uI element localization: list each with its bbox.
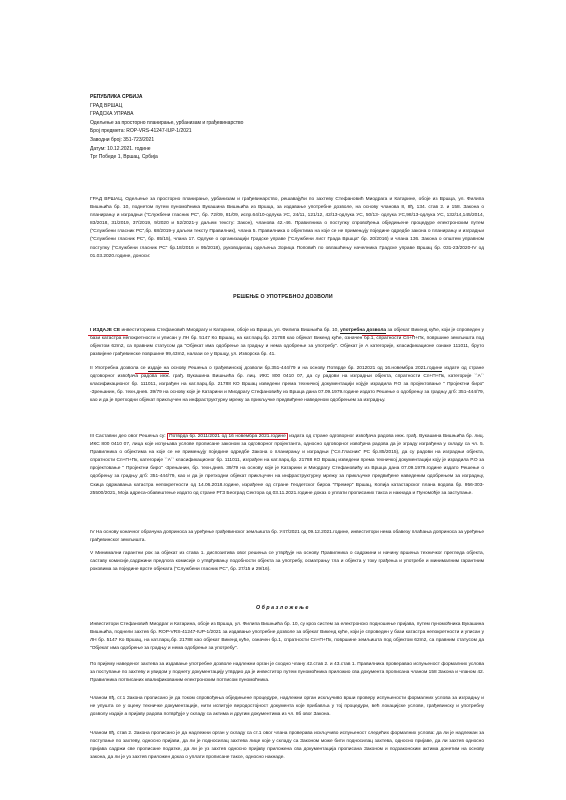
reasoning-paragraph-2: По пријему наведеног захтева за издавање употребне дозволе надлежни орган је сходно члану 42.став 2. и 43.став 1. Правилника проверавао испуњеност формалних услова за поступање по захтеву и увидом у поднету документацију утврдио да је инвеститор путем пуномоћника приложио сва документа прописана чланом 158 Закона и чланом 42. Правилника потписаних квалификованим електронским потписом пуномоћника. [90,662,484,684]
section-3-text-a: III Саставни део овог Решења су: [90,434,168,439]
header-date: Датум: 10.12.2021. године [90,145,151,152]
section-3 [90,433,484,498]
section-1-text-a: инвеститорима Стефановић Миодрагу и Катарини, обоје из Вршца, ул. Филипа Вишњића бр. 10, [120,328,341,333]
section-1 [90,327,484,359]
red-underline-basis [135,373,169,374]
reasoning-paragraph-4: Чланом 8ђ, став 2. Закона прописано је да надлежни орган у складу са ст.1 овог члана проверава искључиво испуњеност следећих формалних услова: да ли је надлежан за поступање по захтеву, односно пријави, да ли је подносилац захтева лице које у складу са Законом може бити подносилац захтева, односно пријаве, да ли захтев односно пријава садржи све прописане податке, да ли је уз захтев односно пријаву приложена сва документација прописана Законом и подзаконским актима донетим на основу закона, да ли је уз захтев приложен доказ о уплати прописане таксе, односно накнаде. [90,731,484,761]
section-2-text-b: основу Решења о грађевинској дозволи бр.351-444/79 и на основу [168,366,328,371]
header-registry-number: Заводни број: 351-723/2021 [90,136,155,143]
section-1-heading: I ИЗДАЈЕ СЕ [90,328,121,333]
header-administration: ГРАДСКА УПРАВА [90,111,134,118]
reasoning-title: Образложење [255,605,311,611]
header-case-number: Број предмета: ROP-VRS-41247-IUP-1/2021 [90,128,192,135]
intro-paragraph: ГРАД ВРШАЦ, Одељење за просторно планирање, урбанизам и грађевинарство, решавајући по захтеву Стефановић Миодрага и Катарине, обоје из Вршца, ул. Филипа Вишњића бр. 10, поднетом путем пуномоћника Вукашина Вишњића из Вршца, за издавање употребне дозволе, на основу чланова 8, 8ђ, 134. став 2. и 158. Закона о планирању и изградњи ("Службени гласник РС", бр. 72/09, 81/09, испр.64/10-одлука УС, 24/11, 121/12, 42/13-одлука УС, 50/13- одлука УС,98/13-одлука УС, 132/14,145/2014, 83/2018, 31/2019, 37/2019, 9/2020 и 52/2021-у даљем тексту: Закон), чланова 42.-46. Правилника о поступку спровођења обједињене процедуре електронским путем ("Службени гласник РС",бр. 68/2019-у даљем тексту Правилник), члана 5. Правилника о објектима на које се не примењују поједине одредбе закона о планирању и изградњи ("Службени гласник РС", бр. 85/15), члана 17. Одлуке о организацији Градске управе ("Службени лист Града Вршца" бр. 20/2016) и члана 136. Закона о општем управном поступку ("Службени гласник РС" бр.18/2016 и 95/2018), руководилац одељења Зорица Поповић по овлашћењу начелника Градске управе Вршац бр. 031-23/2020-IV од 01.03.2020.године, доноси: [90,197,484,259]
reasoning-paragraph-3: Чланом 8ђ, ст.1 Закона прописано је да током спровођења обједињене процедуре, надлежни орган искључиво врши проверу испуњености формалних услова за изградњу и не упушта се у оцену техничке документације, нити испитује веродостојност документа које прибавља у тој процедури, већ локацијске услове, грађевинску и употребну дозволу издаје а пријаву радова потврђује у складу са актима и другим документима из чл. 8б овог Закона. [90,696,484,718]
red-underline-issue [88,335,128,336]
section-2 [90,365,484,405]
reasoning-paragraph-1: Инвеститори Стефановић Миодраг и Катарина, обоје из Вршца, ул. Филипа Вишњића бр. 10, су кроз систем за електронско подношење пријава, путем пуномоћника Вукашина Вишњића, поднели захтев бр. ROP-VRS-41247-IUP-1/2021 за издавање употребне дозволе за објекат Викенд куће, који је спроведен у бази катастра непокретности и уписан у ЛН бр. 5147 Ко Вршац, на кат.парц.бр. 21788 као објекат Викенд куће, означен бр.1, спратности Сп+П+Пк, површине земљишта под објектом 62m2, са правним статусом да "Објекат има одобрење за градњу и нема одобрење за употребу". [90,622,484,652]
section-3-boxed-confirmation: Потврда бр. 2011/2021 од 16 новембра 2021.године [169,434,286,439]
decision-title: РЕШЕЊЕ О УПОТРЕБНОЈ ДОЗВОЛИ [233,294,333,300]
section-2-text-c: издате од стране одговорног извођача радова инж. грађ. Вукашина Вишњића бр. лиц. ИКС 800 0410 07, да су радови на изградњи објекта, спратности Сп+П+Пк, категорије ``А`` класификационог бр. 111011, изграђен на кат.парц.бр. 21788 КО Вршац изведени према техничкој документацији којује израдила Р.О за пројектовање " Пројектни биро" -Зрењанин, бр. техн.днев. 39/79 на основу које је Катарини и Миодрагу Стефановићу из Вршца дана 07.09.1979.године издато Решење о одобрењу за градњу дгб: 351-444/79, као и да је претходни објекат прикључен на инфраструктурну мрежу за прикључке предвиђене наведеном одобрењем за изградњу. [90,366,484,404]
section-5: V Минимални гарантни рок за објекат из става 1. диспозитива овог решења се утврђује на основу Правилника о садржини и начину вршења техничког прегледа објекта, саставу комисије,садржини предлога комисије о утврђивању подобности објекта за употребу, осматрању тла и објекта у току грађења и употребе и минималним гарантним роковима за поједине врсте објеката ("Службени гласник РС", бр. 27/15 и 29/16). [90,551,484,573]
header-department: Одељење за просторно планирање, урбанизам и грађевинарство [90,119,244,126]
header-city: ГРАД ВРШАЦ [90,102,123,109]
section-4: IV На основу коначног обрачуна доприноса за уређење грађевинског земљишта бр. У47/2021 од 09.12.2021.године, инвеститори нема обавезу плаћања доприноса за уређење грађевинског земљишта. [90,530,484,544]
document-header [90,93,390,162]
header-address: Трг Победе 1, Вршац, Србија [90,154,158,161]
section-3-text-b: издата од стране одговорног извођача радова инж. грађ. Вукашина Вишњића бр. лиц. ИКС 800 0410 07, лица које испуњава услове прописане законом за одговорног пројектанта, односно одговорног извођача радова да је зграду изграђена у складу са чл. 5. Правилника о објектима на које се не примењују поједине одредбе Закона о планирању и изградњи ("Сл.Гласник" РС бр.85/2015), да су радови на изградњи објекта, спратности Сп+П+Пк, категорије ``А`` класификационог бр. 111011, изграђен на кат.парц.бр. 21788 КО Вршац изведени према техничкој документацији коју је израдила Р.О за пројектовање " Пројектни биро" -Зрењанин, бр. техн.днев. 39/79 на основу које је Катарини и Миодрагу Стефановићу из Вршца дана 07.09.1979.године издато Решење о одобрењу за градњу дгб: 351-444/79, као и да је претходни објекат прикључен на инфраструктурну мрежу за прикључке предвиђене наведеним одобрењем за изградњу, Скица одржавања катастра непокретности од 14.06.2018.године, израђене од стране Геодетског бироа "Премер" Вршац, Копија катастарског плана водова бр. 956-303-25500/2021, Моја адреса-обавештење издато од стране РГЗ Београд Сектора од 03.11.2021.године доказ о уплати прописаних такса и накнада и Пуномоћје за заступање. [90,434,484,496]
header-republic: РЕПУБЛИКА СРБИЈА [90,94,143,100]
section-2-underline-2: Потврде бр. 2012021 од 16.новембра 2021.године [327,366,443,371]
section-1-highlight: употребна дозвола [340,328,387,333]
section-2-text-a: II Употребна дозвола се [90,366,148,371]
section-1-text-b: за објекат Викенд куће, који је спроведен у бази катастра непокретности и уписан у ЛН бр. 5147 Ко Вршац, на кат.парц.бр. 21788 као објекат Викенд куће, означен бр.1, спратности Сп+П+Пк, површине земљишта под објектом 62m2, са правним статусом да "Објекат има одобрење за градњу и нема одобрење за употребу". Објекат је А категорије, класификационе ознаке 111011, бруто развијене грађевинске површине 99,43m2, налази се у Вршцу, ул. Изворска бр. 41. [90,328,484,358]
section-2-underline-1: издаје на [147,366,169,371]
red-underline-permit [362,335,414,336]
